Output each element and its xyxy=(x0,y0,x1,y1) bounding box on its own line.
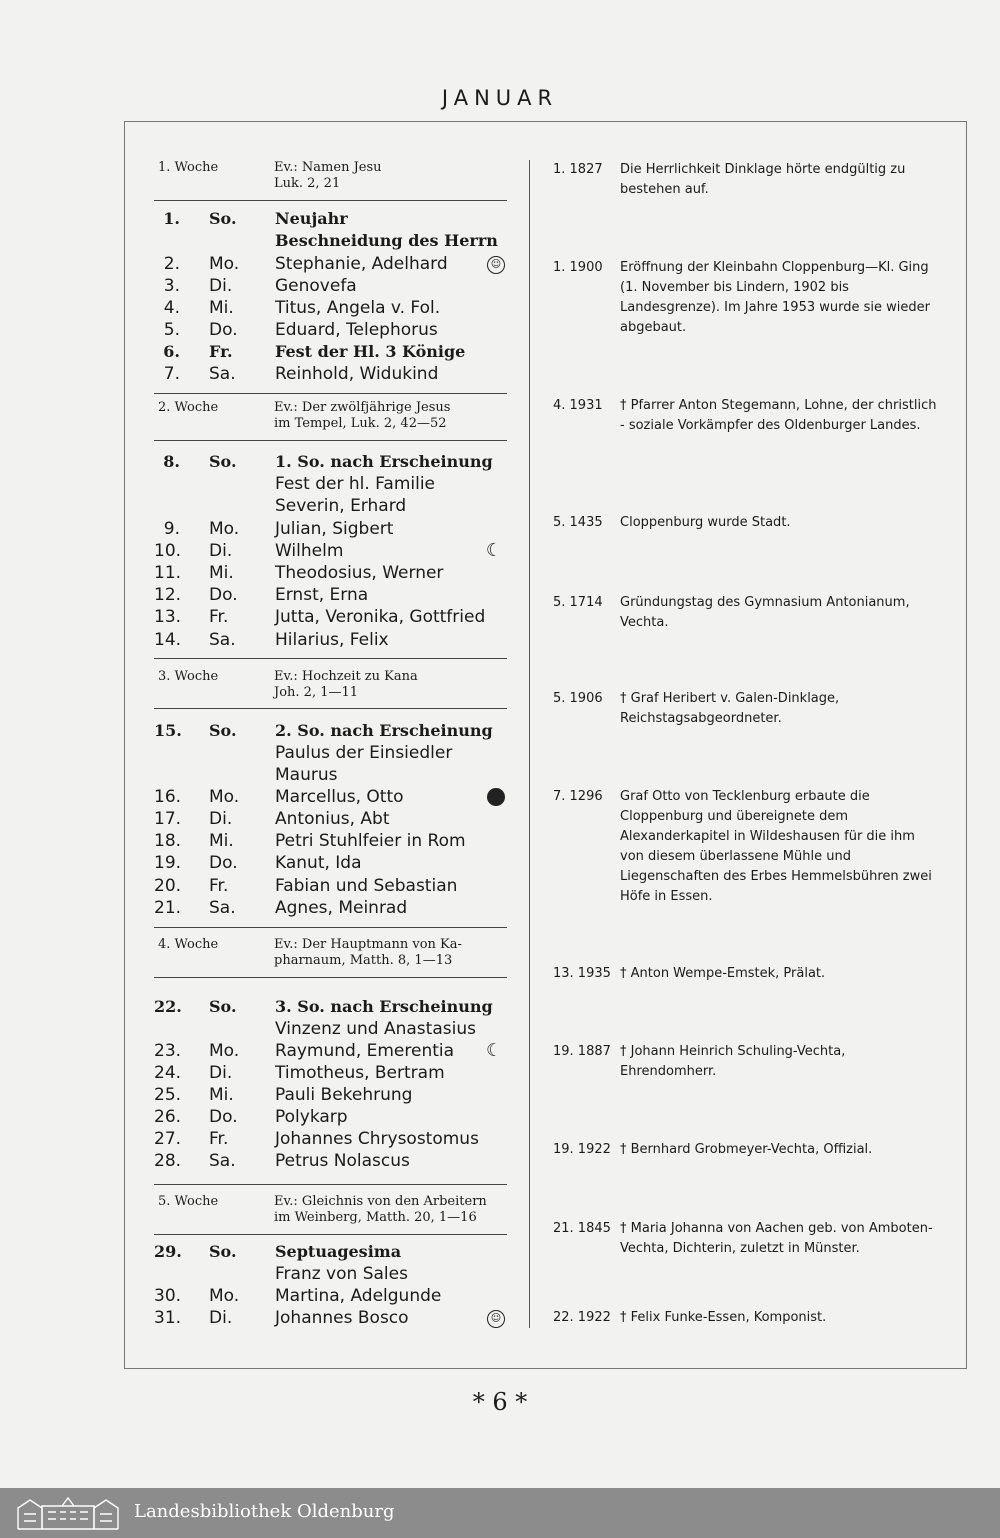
weekday: Mo. xyxy=(209,1286,240,1306)
waning-moon-icon: ☾ xyxy=(485,540,503,561)
page-number: * 6 * xyxy=(472,1388,528,1416)
day-row xyxy=(154,786,509,808)
day-number: 18. xyxy=(154,831,182,851)
weekday: Di. xyxy=(209,1063,233,1083)
gospel-line: Ev.: Hochzeit zu Kana xyxy=(274,669,418,684)
full-moon-icon: ☺ xyxy=(487,1310,505,1328)
weekday: Mi. xyxy=(209,1085,234,1105)
gospel-line: Ev.: Der Hauptmann von Ka- xyxy=(274,937,462,952)
week-rule xyxy=(154,440,507,441)
column-divider xyxy=(529,160,530,1328)
weekday: Mo. xyxy=(209,254,240,274)
day-number: 11. xyxy=(154,563,182,583)
saint-name: Petrus Nolascus xyxy=(275,1151,410,1171)
day-row xyxy=(154,297,509,319)
saint-name: Raymund, Emerentia xyxy=(275,1041,455,1061)
gospel-line: Luk. 2, 21 xyxy=(274,176,341,191)
day-number: 17. xyxy=(154,809,182,829)
event-date: 19. 1922 xyxy=(553,1142,611,1157)
week-label: 5. Woche xyxy=(158,1194,219,1209)
weekday: Fr. xyxy=(209,1129,229,1149)
week-end-rule xyxy=(154,927,507,928)
week-end-rule xyxy=(154,393,507,394)
event-text: † Pfarrer Anton Stegemann, Lohne, der christlich - soziale Vorkämpfer des Oldenburger Landes. xyxy=(620,398,937,433)
saint-name: 2. So. nach Erscheinung xyxy=(275,721,493,740)
saint-name: Hilarius, Felix xyxy=(275,630,389,650)
day-row xyxy=(154,1062,509,1084)
day-number: 13. xyxy=(154,607,182,627)
day-number: 22. xyxy=(154,997,182,1016)
day-row xyxy=(154,875,509,897)
event-text: Die Herrlichkeit Dinklage hörte endgültig zu bestehen auf. xyxy=(620,162,906,197)
weekday: Mo. xyxy=(209,1041,240,1061)
day-number: 27. xyxy=(154,1129,182,1149)
library-footer xyxy=(0,1488,1000,1538)
day-row xyxy=(154,584,509,606)
event-text: † Bernhard Grobmeyer-Vechta, Offizial. xyxy=(620,1142,873,1157)
weekday: Sa. xyxy=(209,630,236,650)
saint-name: Fest der Hl. 3 Könige xyxy=(275,342,466,361)
gospel-line: pharnaum, Matth. 8, 1—13 xyxy=(274,953,453,968)
gospel-reading xyxy=(274,400,514,432)
weekday: Mo. xyxy=(209,519,240,539)
feast-line: Fest der hl. Familie xyxy=(275,474,436,494)
event-text: † Graf Heribert v. Galen-Dinklage, Reichstagsabgeordneter. xyxy=(620,691,840,726)
day-number: 24. xyxy=(154,1063,182,1083)
saint-name: Titus, Angela v. Fol. xyxy=(275,298,441,318)
weekday: Fr. xyxy=(209,607,229,627)
event-text: † Johann Heinrich Schuling-Vechta, Ehrendomherr. xyxy=(620,1044,846,1079)
event-date: 21. 1845 xyxy=(553,1221,611,1236)
day-number: 7. xyxy=(163,364,180,384)
event-text: † Felix Funke-Essen, Komponist. xyxy=(620,1310,827,1325)
weekday: Mi. xyxy=(209,298,234,318)
day-number: 30. xyxy=(154,1286,182,1306)
day-row xyxy=(154,1040,509,1062)
gospel-reading xyxy=(274,160,514,192)
event-date: 1. 1900 xyxy=(553,260,603,275)
event-date: 5. 1714 xyxy=(553,595,603,610)
event-date: 7. 1296 xyxy=(553,789,603,804)
day-number: 26. xyxy=(154,1107,182,1127)
saint-name: Jutta, Veronika, Gottfried xyxy=(275,607,486,627)
weekday: So. xyxy=(209,452,237,471)
day-number: 2. xyxy=(163,254,180,274)
week-rule xyxy=(154,977,507,978)
feast-line: Franz von Sales xyxy=(275,1264,408,1284)
day-row xyxy=(154,852,509,874)
day-number: 5. xyxy=(163,320,180,340)
day-number: 21. xyxy=(154,898,182,918)
saint-name: Fabian und Sebastian xyxy=(275,876,458,896)
week-end-rule xyxy=(154,1184,507,1185)
weekday: Mi. xyxy=(209,831,234,851)
month-title: JANUAR xyxy=(441,86,559,110)
day-number: 31. xyxy=(154,1308,182,1328)
day-number: 20. xyxy=(154,876,182,896)
weekday: Mi. xyxy=(209,563,234,583)
saint-name: Polykarp xyxy=(275,1107,348,1127)
day-row xyxy=(154,830,509,852)
day-row xyxy=(154,1128,509,1150)
day-row xyxy=(154,319,509,341)
weekday: Do. xyxy=(209,1107,238,1127)
weekday: Do. xyxy=(209,853,238,873)
day-row xyxy=(154,1084,509,1106)
gospel-line: Ev.: Gleichnis von den Arbeitern xyxy=(274,1194,487,1209)
saint-name: 1. So. nach Erscheinung xyxy=(275,452,493,471)
day-number: 1. xyxy=(163,209,180,228)
weekday: Di. xyxy=(209,809,233,829)
weekday: So. xyxy=(209,1242,237,1261)
gospel-line: im Weinberg, Matth. 20, 1—16 xyxy=(274,1210,477,1225)
weekday: Fr. xyxy=(209,342,233,361)
gospel-reading xyxy=(274,1194,514,1226)
saint-name: Petri Stuhlfeier in Rom xyxy=(275,831,466,851)
feast-line: Vinzenz und Anastasius xyxy=(275,1019,476,1039)
saint-name: Eduard, Telephorus xyxy=(275,320,438,340)
saint-name: Neujahr xyxy=(275,209,348,228)
day-row xyxy=(154,606,509,628)
day-number: 3. xyxy=(163,276,180,296)
week-end-rule xyxy=(154,658,507,659)
saint-name: Theodosius, Werner xyxy=(275,563,444,583)
day-number: 4. xyxy=(163,298,180,318)
event-text: Eröffnung der Kleinbahn Cloppenburg—Kl. Ging (1. November bis Lindern, 1902 bis Landesgrenze). Im Jahre 1953 wurde sie wieder abgebaut. xyxy=(620,260,930,335)
day-number: 19. xyxy=(154,853,182,873)
day-row xyxy=(154,518,509,540)
day-number: 16. xyxy=(154,787,182,807)
gospel-line: Ev.: Namen Jesu xyxy=(274,160,382,175)
library-name: Landesbibliothek Oldenburg xyxy=(134,1501,395,1522)
day-row xyxy=(154,1241,509,1263)
saint-name: Septuagesima xyxy=(275,1242,402,1261)
day-row xyxy=(154,562,509,584)
day-number: 12. xyxy=(154,585,182,605)
day-number: 23. xyxy=(154,1041,182,1061)
week-rule xyxy=(154,200,507,201)
weekday: Di. xyxy=(209,541,233,561)
event-text: † Anton Wempe-Emstek, Prälat. xyxy=(620,966,826,981)
saint-name: 3. So. nach Erscheinung xyxy=(275,997,493,1016)
saint-name: Timotheus, Bertram xyxy=(275,1063,445,1083)
week-label: 1. Woche xyxy=(158,160,219,175)
day-row xyxy=(154,808,509,830)
saint-name: Martina, Adelgunde xyxy=(275,1286,442,1306)
day-row xyxy=(154,996,509,1018)
saint-name: Johannes Bosco xyxy=(275,1308,409,1328)
week-label: 4. Woche xyxy=(158,937,219,952)
weekday: Sa. xyxy=(209,1151,236,1171)
day-number: 6. xyxy=(163,342,180,361)
weekday: Do. xyxy=(209,585,238,605)
saint-name: Johannes Chrysostomus xyxy=(275,1129,479,1149)
weekday: So. xyxy=(209,997,237,1016)
week-label: 2. Woche xyxy=(158,400,219,415)
weekday: Sa. xyxy=(209,898,236,918)
day-number: 15. xyxy=(154,721,182,740)
event-text: Cloppenburg wurde Stadt. xyxy=(620,515,791,530)
event-date: 4. 1931 xyxy=(553,398,603,413)
gospel-line: Ev.: Der zwölfjährige Jesus xyxy=(274,400,451,415)
waxing-moon-icon: ☽ xyxy=(485,1040,503,1061)
day-row xyxy=(154,1150,509,1172)
gospel-line: im Tempel, Luk. 2, 42—52 xyxy=(274,416,447,431)
saint-name: Genovefa xyxy=(275,276,357,296)
day-number: 10. xyxy=(154,541,182,561)
week-rule xyxy=(154,708,507,709)
day-row xyxy=(154,1106,509,1128)
gospel-reading xyxy=(274,937,514,969)
event-text: † Maria Johanna von Aachen geb. von Amboten-Vechta, Dichterin, zuletzt in Münster. xyxy=(620,1221,933,1256)
day-row xyxy=(154,720,509,742)
day-row xyxy=(154,451,509,473)
saint-name: Pauli Bekehrung xyxy=(275,1085,413,1105)
saint-name: Antonius, Abt xyxy=(275,809,390,829)
gospel-reading xyxy=(274,669,514,701)
saint-name: Ernst, Erna xyxy=(275,585,369,605)
event-date: 22. 1922 xyxy=(553,1310,611,1325)
gospel-line: Joh. 2, 1—11 xyxy=(274,685,359,700)
day-row xyxy=(154,1285,509,1307)
saint-name: Stephanie, Adelhard xyxy=(275,254,448,274)
day-number: 28. xyxy=(154,1151,182,1171)
weekday: So. xyxy=(209,721,237,740)
day-row xyxy=(154,341,509,363)
weekday: So. xyxy=(209,209,237,228)
day-row xyxy=(154,1307,509,1329)
feast-line: Paulus der Einsiedler xyxy=(275,743,453,763)
day-number: 9. xyxy=(163,519,180,539)
feast-line: Severin, Erhard xyxy=(275,496,407,516)
weekday: Mo. xyxy=(209,787,240,807)
event-date: 5. 1435 xyxy=(553,515,603,530)
saint-name: Agnes, Meinrad xyxy=(275,898,408,918)
day-number: 8. xyxy=(163,452,180,471)
day-row xyxy=(154,540,509,562)
weekday: Di. xyxy=(209,1308,233,1328)
weekday: Sa. xyxy=(209,364,236,384)
event-date: 5. 1906 xyxy=(553,691,603,706)
event-text: Graf Otto von Tecklenburg erbaute die Cloppenburg und übereignete dem Alexanderkapitel in Wildeshausen für die ihm von diesem überlassene Mühle und Liegenschaften des Erbes Hemmelsbühren zwei Höfe in Essen. xyxy=(620,789,932,904)
day-row xyxy=(154,897,509,919)
saint-name: Wilhelm xyxy=(275,541,344,561)
day-row xyxy=(154,208,509,230)
day-row xyxy=(154,363,509,385)
feast-line: Beschneidung des Herrn xyxy=(275,231,498,250)
day-row xyxy=(154,275,509,297)
week-rule xyxy=(154,1234,507,1235)
day-row xyxy=(154,253,509,275)
feast-line: Maurus xyxy=(275,765,338,785)
event-text: Gründungstag des Gymnasium Antonianum, Vechta. xyxy=(620,595,910,630)
week-label: 3. Woche xyxy=(158,669,219,684)
day-number: 14. xyxy=(154,630,182,650)
day-number: 25. xyxy=(154,1085,182,1105)
saint-name: Julian, Sigbert xyxy=(275,519,394,539)
library-building-icon xyxy=(16,1496,120,1530)
event-date: 13. 1935 xyxy=(553,966,611,981)
saint-name: Marcellus, Otto xyxy=(275,787,404,807)
event-date: 1. 1827 xyxy=(553,162,603,177)
full-moon-icon: ☺ xyxy=(487,256,505,274)
saint-name: Reinhold, Widukind xyxy=(275,364,439,384)
saint-name: Kanut, Ida xyxy=(275,853,362,873)
weekday: Fr. xyxy=(209,876,229,896)
new-moon-icon xyxy=(487,788,505,806)
weekday: Do. xyxy=(209,320,238,340)
event-date: 19. 1887 xyxy=(553,1044,611,1059)
weekday: Di. xyxy=(209,276,233,296)
day-row xyxy=(154,629,509,651)
day-number: 29. xyxy=(154,1242,182,1261)
